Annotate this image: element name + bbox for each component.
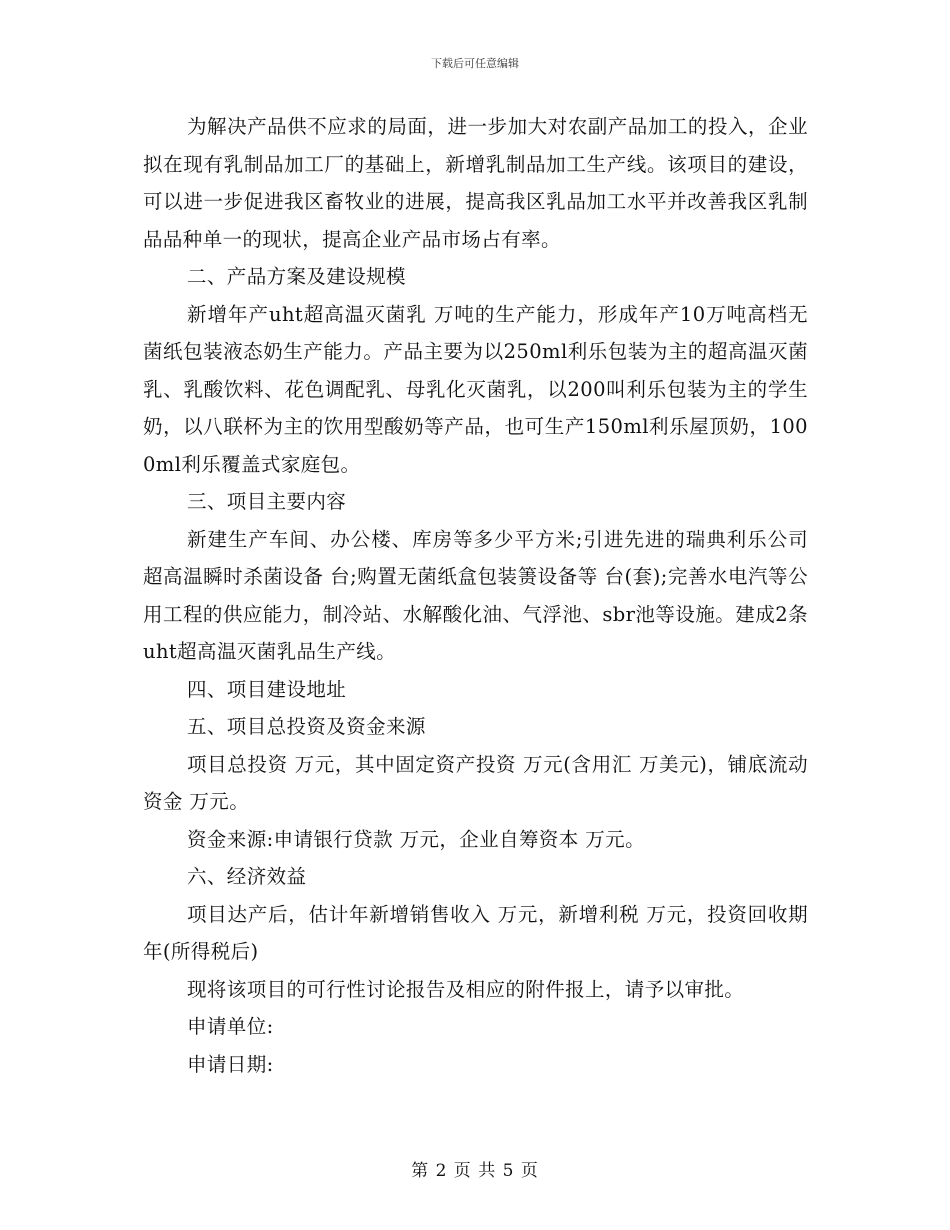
paragraph-funding-source: 资金来源:申请银行贷款 万元，企业自筹资本 万元。 (187, 827, 645, 851)
paragraph-product-plan: 新增年产uht超高温灭菌乳 万吨的生产能力，形成年产10万吨高档无菌纸包装液态奶生产能力。产品主要为以250ml利乐包装为主的超高温灭菌乳、乳酸饮料、花色调配乳、母乳化灭菌乳，以200叫利乐包装为主的学生奶，以八联杯为主的饮用型酸奶等产品，也可生产150ml利乐屋顶奶，1000ml利乐覆盖式家庭包。 (143, 302, 808, 476)
application-date-label: 申请日期: (187, 1052, 274, 1076)
paragraph-submission: 现将该项目的可行性讨论报告及相应的附件报上，请予以审批。 (187, 977, 745, 1001)
section-heading-main-content: 三、项目主要内容 (187, 490, 347, 513)
section-heading-site: 四、项目建设地址 (187, 677, 347, 701)
section-heading-investment: 五、项目总投资及资金来源 (187, 715, 426, 738)
page-header: 下载后可任意编辑 (431, 57, 519, 70)
paragraph-benefits: 项目达产后，估计年新增销售收入 万元，新增利税 万元，投资回收期 年(所得税后) (143, 902, 808, 963)
page-number-footer: 第 2 页 共 5 页 (411, 1161, 539, 1181)
section-heading-product-plan: 二、产品方案及建设规模 (187, 265, 406, 288)
paragraph-main-content: 新建生产车间、办公楼、库房等多少平方米;引进先进的瑞典利乐公司超高温瞬时杀菌设备 台;购置无菌纸盒包装箦设备等 台(套);完善水电汽等公用工程的供应能力，制冷站、水解酸化油、气浮池、sbr池等设施。建成2条uht超高温灭菌乳品生产线。 (143, 527, 808, 663)
paragraph-intro: 为解决产品供不应求的局面，进一步加大对农副产品加工的投入，企业拟在现有乳制品加工厂的基础上，新增乳制品加工生产线。该项目的建设，可以进一步促进我区畜牧业的进展，提高我区乳品加工水平并改善我区乳制品品种单一的现状，提高企业产品市场占有率。 (143, 115, 808, 251)
paragraph-investment: 项目总投资 万元，其中固定资产投资 万元(含用汇 万美元)，铺底流动资金 万元。 (143, 752, 808, 813)
applicant-unit-label: 申请单位: (187, 1015, 274, 1038)
section-heading-benefits: 六、经济效益 (187, 865, 307, 888)
document-body (143, 108, 808, 1083)
